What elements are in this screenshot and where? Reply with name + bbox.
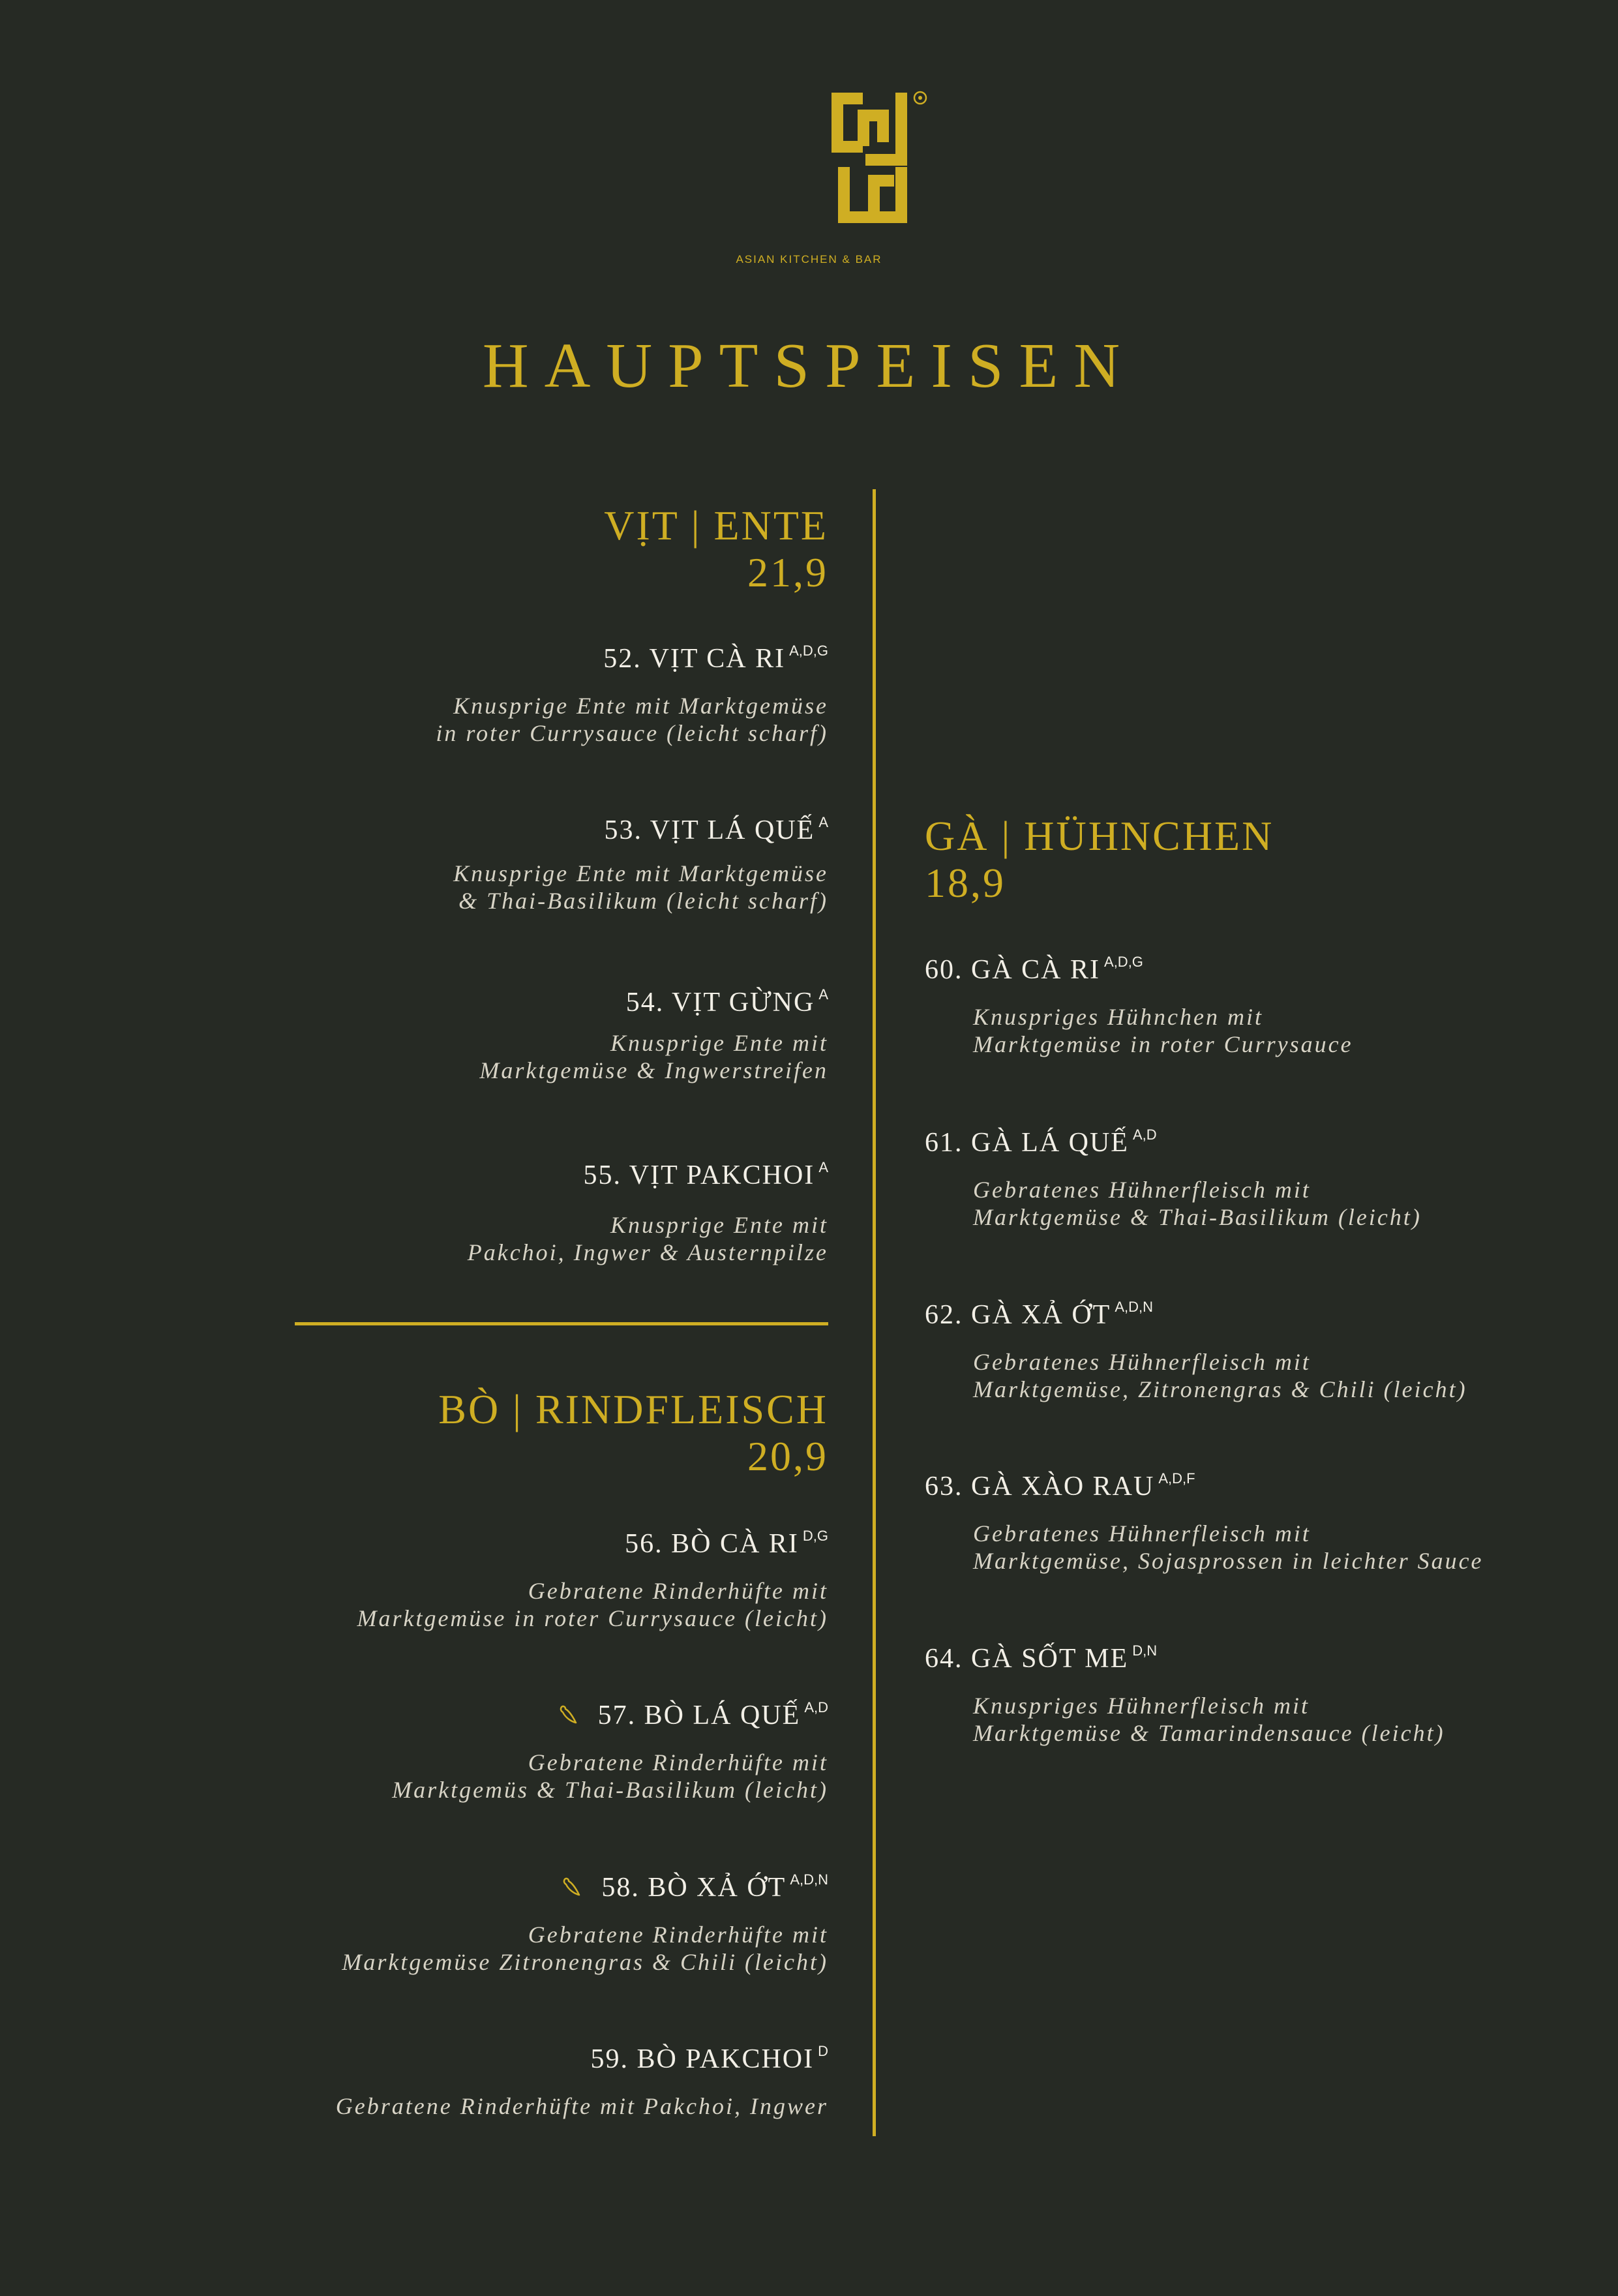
chili-icon (558, 1704, 580, 1727)
item-description: Knusprige Ente mit Marktgemüse & Thai-Basilikum (leicht scharf) (453, 860, 828, 914)
menu-item-52 (436, 635, 828, 747)
menu-item-62 (925, 1291, 1467, 1403)
allergen-codes: A (818, 1159, 828, 1175)
item-name: 53. VỊT LÁ QUẾ $^A$ (604, 814, 828, 845)
section-title: BÒ | RINDFLEISCH (438, 1386, 828, 1432)
allergen-codes: A,D,G (789, 642, 828, 659)
allergen-codes: A,D (804, 1699, 828, 1715)
item-name: 54. VỊT GỪNG $^A$ (625, 986, 828, 1018)
section-huhn-heading (925, 813, 1274, 907)
item-description: Gebratenes Hühnerfleisch mit Marktgemüse, Sojasprossen in leichter Sauce (973, 1520, 1484, 1574)
allergen-codes: A (818, 814, 828, 830)
menu-item-63 (925, 1462, 1484, 1575)
item-description: Knusprige Ente mit Pakchoi, Ingwer & Austernpilze (467, 1212, 828, 1265)
section-price: 18,9 (925, 860, 1006, 906)
section-ente-heading (604, 502, 828, 596)
allergen-codes: D,G (802, 1528, 828, 1544)
allergen-codes: A,D (1132, 1126, 1157, 1143)
section-title: GÀ | HÜHNCHEN (925, 813, 1274, 859)
item-description: Gebratenes Hühnerfleisch mit Marktgemüse & Thai-Basilikum (leicht) (973, 1177, 1422, 1230)
menu-item-61 (925, 1119, 1422, 1231)
section-price: 21,9 (747, 549, 828, 596)
item-name: 58. BÒ XẢ ỚT $^{A,D,N}$ (342, 1864, 828, 1904)
item-name: 55. VỊT PAKCHOI $^A$ (583, 1159, 828, 1190)
item-name: 64. GÀ SỐT ME $^{D,N}$ (925, 1642, 1158, 1674)
allergen-codes: A,D,F (1158, 1470, 1195, 1487)
item-description: Gebratene Rinderhüfte mit Marktgemüse Zitronengras & Chili (leicht) (342, 1922, 828, 1975)
allergen-codes: D (818, 2043, 828, 2059)
item-description: Gebratene Rinderhüfte mit Marktgemüse in roter Currysauce (leicht) (357, 1578, 828, 1631)
item-name: 61. GÀ LÁ QUẾ $^{A,D}$ (925, 1126, 1157, 1158)
item-description: Knuspriges Hühnerfleisch mit Marktgemüse & Tamarindensauce (leicht) (973, 1693, 1445, 1746)
menu-item-59 (336, 2035, 828, 2120)
item-name: 56. BÒ CÀ RI $^{D,G}$ (625, 1528, 828, 1559)
item-name: 62. GÀ XẢ ỚT $^{A,D,N}$ (925, 1299, 1153, 1330)
item-name: 59. BÒ PAKCHOI $^D$ (590, 2043, 828, 2074)
item-description: Gebratene Rinderhüfte mit Pakchoi, Ingwer (335, 2093, 828, 2119)
menu-item-64 (925, 1635, 1445, 1747)
allergen-codes: A,D,G (1104, 954, 1143, 970)
item-description: Knusprige Ente mit Marktgemüse & Ingwerstreifen (479, 1030, 828, 1083)
meu-monogram-logo (831, 90, 929, 235)
menu-item-54 (479, 978, 828, 1084)
item-name: 57. BÒ LÁ QUẾ $^{A,D}$ (392, 1691, 828, 1732)
item-description: Knuspriges Hühnchen mit Marktgemüse in roter Currysauce (973, 1004, 1353, 1057)
vertical-divider (873, 489, 876, 2136)
allergen-codes: A (818, 986, 828, 1003)
menu-item-53 (453, 806, 828, 914)
horizontal-divider (295, 1322, 828, 1325)
chili-icon (561, 1877, 583, 1899)
menu-item-56 (357, 1520, 828, 1632)
allergen-codes: A,D,N (790, 1871, 828, 1888)
menu-item-57 (392, 1691, 828, 1804)
menu-item-55 (468, 1151, 828, 1266)
allergen-codes: D,N (1132, 1642, 1158, 1659)
item-name: 63. GÀ XÀO RAU $^{A,D,F}$ (925, 1470, 1195, 1502)
page-title: HAUPTSPEISEN (482, 331, 1136, 401)
section-price: 20,9 (747, 1433, 828, 1479)
item-description: Knusprige Ente mit Marktgemüse in roter Currysauce (leicht scharf) (436, 693, 828, 746)
item-description: Gebratene Rinderhüfte mit Marktgemüs & Thai-Basilikum (leicht) (392, 1749, 828, 1803)
brand-tagline: ASIAN KITCHEN & BAR (736, 253, 882, 265)
item-name: 52. VỊT CÀ RI $^{A,D,G}$ (603, 642, 828, 674)
menu-item-60 (925, 946, 1353, 1058)
allergen-codes: A,D,N (1115, 1299, 1153, 1315)
item-description: Gebratenes Hühnerfleisch mit Marktgemüse, Zitronengras & Chili (leicht) (973, 1349, 1467, 1402)
item-name: 60. GÀ CÀ RI $^{A,D,G}$ (925, 954, 1143, 985)
section-rind-heading (438, 1386, 828, 1480)
menu-item-58 (342, 1864, 828, 1976)
section-title: VỊT | ENTE (604, 502, 828, 549)
